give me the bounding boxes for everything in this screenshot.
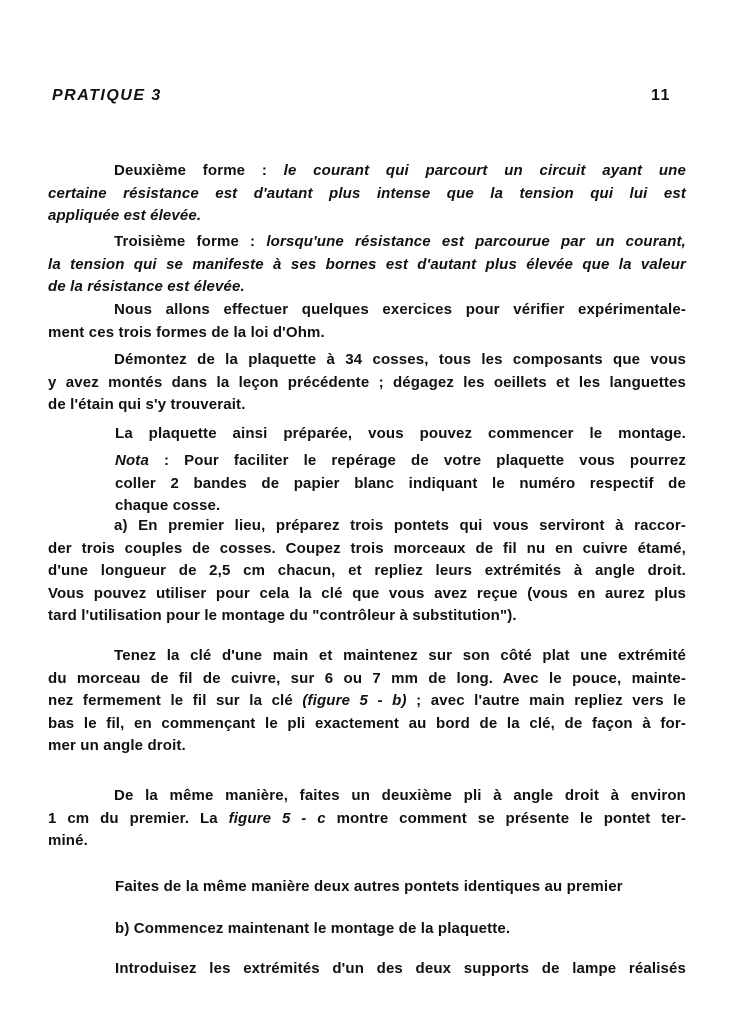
paragraph-line bbox=[48, 808, 686, 831]
paragraph-demontez bbox=[48, 349, 686, 417]
paragraph-line bbox=[48, 160, 686, 183]
paragraph-commencez bbox=[115, 918, 686, 941]
paragraph-deuxieme-forme bbox=[48, 160, 686, 228]
italic-text: lorsqu'une résistance est parcourue par un courant, bbox=[266, 233, 686, 250]
paragraph-line: chaque cosse. bbox=[115, 497, 221, 514]
lead-text: Troisième forme : bbox=[114, 233, 267, 250]
paragraph-line: Nous allons effectuer quelques exercices pour vérifier expérimentale- bbox=[114, 301, 686, 318]
paragraph-line: bas le fil, en commençant le pli exactement au bord de la clé, de façon à for- bbox=[48, 714, 686, 732]
paragraph-line: der trois couples de cosses. Coupez trois morceaux de fil nu en cuivre étamé, bbox=[48, 539, 686, 557]
paragraph-line: mer un angle droit. bbox=[48, 737, 186, 754]
text-run: 1 cm du premier. La bbox=[48, 809, 229, 827]
paragraph-line: tard l'utilisation pour le montage du "contrôleur à substitution"). bbox=[48, 607, 517, 624]
paragraph-line bbox=[48, 231, 686, 254]
paragraph-line: La plaquette ainsi préparée, vous pouvez commencer le montage. bbox=[115, 425, 686, 442]
text-run: montre comment se présente le pontet ter- bbox=[325, 809, 687, 827]
italic-line: certaine résistance est d'autant plus intense que la tension qui lui est bbox=[48, 184, 686, 202]
paragraph-line: Démontez de la plaquette à 34 cosses, tous les composants que vous bbox=[114, 351, 686, 368]
paragraph-line: coller 2 bandes de papier blanc indiquant le numéro respectif de bbox=[115, 474, 686, 492]
figure-reference: (figure 5 - b) bbox=[302, 692, 407, 709]
italic-line: de la résistance est élevée. bbox=[48, 278, 245, 295]
paragraph-line: b) Commencez maintenant le montage de la plaquette. bbox=[115, 920, 511, 937]
italic-line: appliquée est élevée. bbox=[48, 207, 202, 224]
paragraph-line: Tenez la clé d'une main et maintenez sur son côté plat une extrémité bbox=[114, 647, 686, 664]
paragraph-line: miné. bbox=[48, 832, 88, 849]
paragraph-line: De la même manière, faites un deuxième pli à angle droit à environ bbox=[114, 787, 686, 804]
paragraph-deuxieme-pli bbox=[48, 785, 686, 853]
paragraph-line: Faites de la même manière deux autres pontets identiques au premier bbox=[115, 878, 623, 895]
paragraph-line: ment ces trois formes de la loi d'Ohm. bbox=[48, 323, 325, 341]
lead-text: Deuxième forme : bbox=[114, 162, 284, 179]
paragraph-line bbox=[115, 450, 686, 473]
note-label: Nota bbox=[115, 452, 149, 469]
figure-reference: figure 5 - c bbox=[228, 809, 326, 827]
paragraph-line: Vous pouvez utiliser pour cela la clé que vous avez reçue (vous en aurez plus bbox=[48, 584, 686, 602]
paragraph-tenez-la-cle bbox=[48, 645, 686, 758]
italic-line: la tension qui se manifeste à ses bornes est d'autant plus élevée que la valeur bbox=[48, 255, 686, 273]
paragraph-exercices bbox=[48, 299, 686, 344]
paragraph-line bbox=[48, 690, 686, 713]
paragraph-introduisez bbox=[115, 958, 686, 981]
note-block bbox=[115, 450, 686, 518]
paragraph-autres-pontets bbox=[115, 876, 686, 899]
paragraph-line: Introduisez les extrémités d'un des deux supports de lampe réalisés bbox=[115, 960, 686, 977]
paragraph-premier-lieu bbox=[48, 515, 686, 628]
paragraph-plaquette-preparee bbox=[115, 423, 686, 446]
note-text: : Pour faciliter le repérage de votre plaquette vous pourrez bbox=[148, 452, 686, 469]
text-run: nez fermement le fil sur la clé bbox=[48, 692, 303, 709]
paragraph-troisieme-forme bbox=[48, 231, 686, 299]
text-run: ; avec l'autre main repliez vers le bbox=[406, 692, 686, 709]
paragraph-line: a) En premier lieu, préparez trois pontets qui vous serviront à raccor- bbox=[114, 517, 686, 534]
page-number: 11 bbox=[651, 87, 671, 104]
paragraph-line: de l'étain qui s'y trouverait. bbox=[48, 396, 246, 413]
paragraph-line: y avez montés dans la leçon précédente ; dégagez les oeillets et les languettes bbox=[48, 373, 686, 391]
paragraph-line: d'une longueur de 2,5 cm chacun, et repliez leurs extrémités à angle droit. bbox=[48, 562, 686, 579]
paragraph-line: du morceau de fil de cuivre, sur 6 ou 7 mm de long. Avec le pouce, mainte- bbox=[48, 669, 686, 687]
running-header: PRATIQUE 3 bbox=[52, 87, 162, 104]
italic-text: le courant qui parcourt un circuit ayant une bbox=[283, 162, 686, 179]
